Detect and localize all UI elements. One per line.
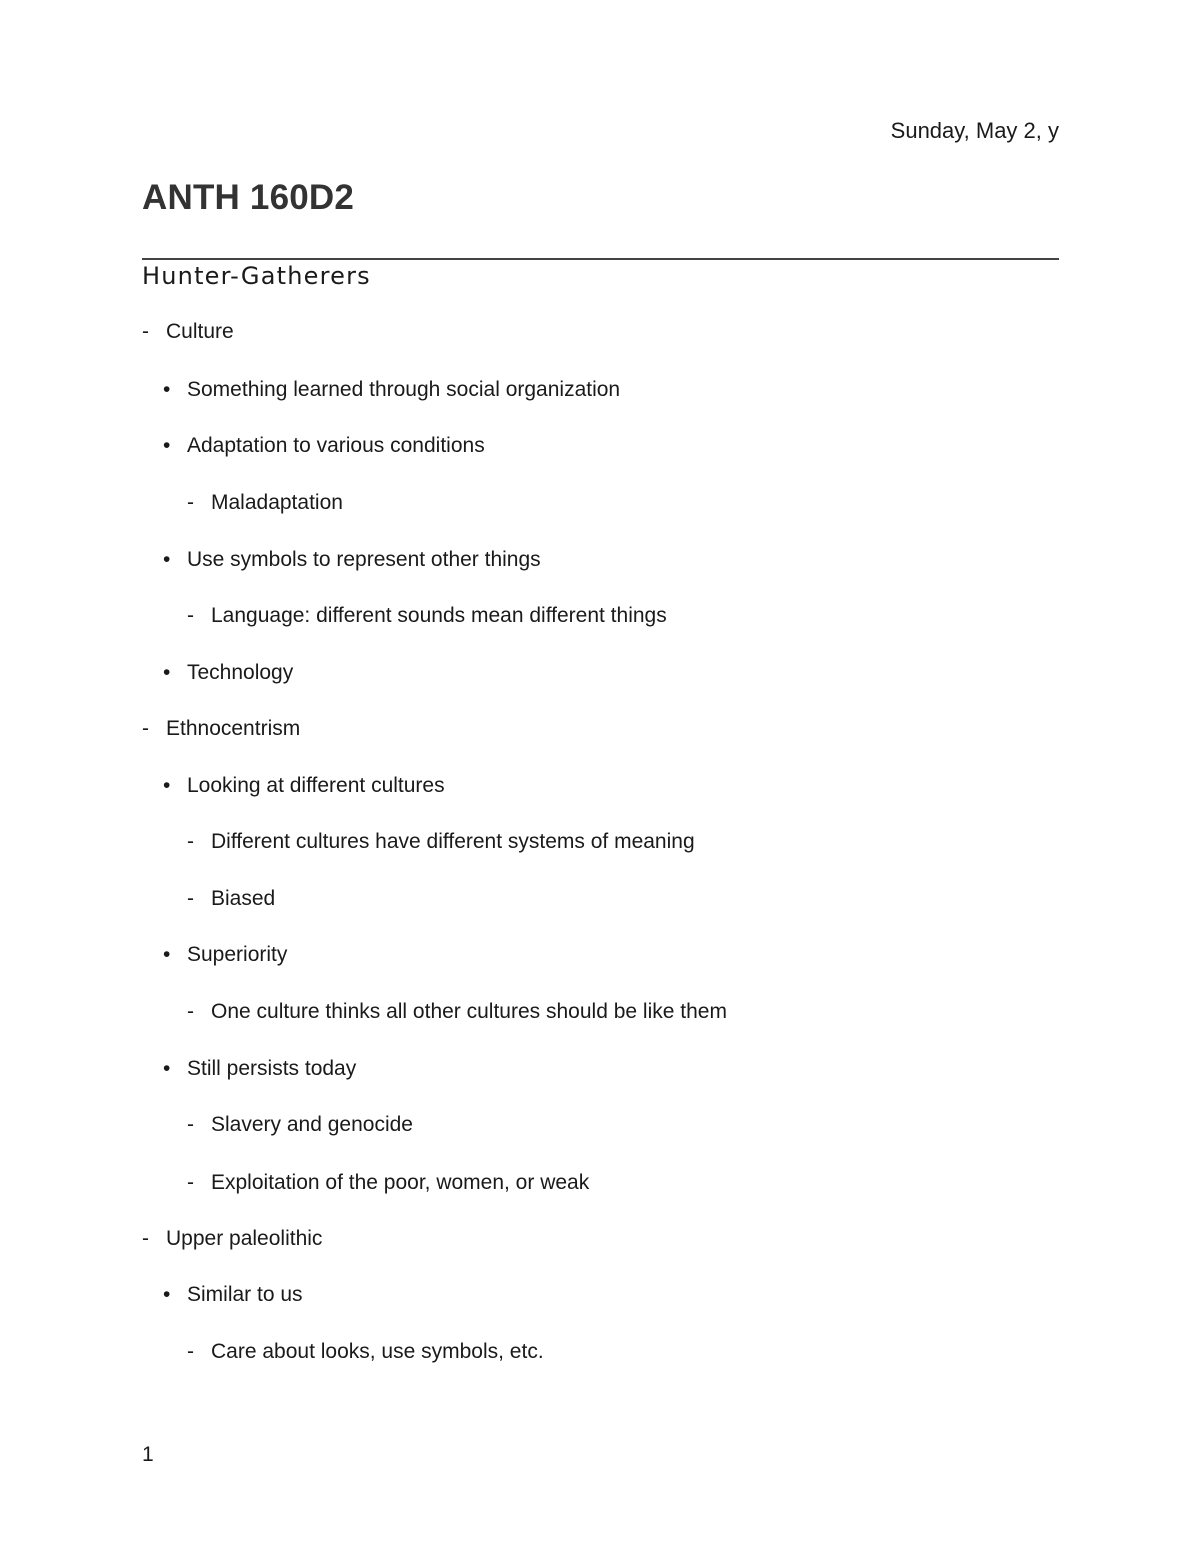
outline-item [163, 1282, 303, 1308]
outline-item [163, 773, 445, 799]
title-divider [142, 258, 1059, 260]
dash-marker: - [187, 1171, 194, 1194]
outline-item-text: Exploitation of the poor, women, or weak [211, 1171, 590, 1194]
dash-marker: - [187, 887, 194, 910]
dash-marker: - [187, 604, 194, 627]
outline-item-text: Care about looks, use symbols, etc. [211, 1340, 544, 1363]
dash-marker: - [142, 320, 149, 343]
outline-item-text: Still persists today [187, 1057, 357, 1080]
outline-item-text: Maladaptation [211, 491, 343, 514]
outline-item-text: One culture thinks all other cultures should be like them [211, 1000, 727, 1023]
outline-item-text: Looking at different cultures [187, 774, 445, 797]
outline-item [187, 1339, 544, 1365]
outline-item [163, 942, 287, 968]
bullet-marker: • [163, 1283, 171, 1306]
document-date: Sunday, May 2, y [890, 118, 1059, 143]
outline-item-text: Ethnocentrism [166, 717, 301, 740]
outline-item [187, 1112, 413, 1138]
bullet-marker: • [163, 774, 171, 797]
outline-item [163, 547, 541, 573]
outline-item-text: Technology [187, 661, 294, 684]
outline-item [187, 886, 275, 912]
outline-item [142, 1226, 322, 1252]
dash-marker: - [187, 491, 194, 514]
outline-item-text: Biased [211, 887, 276, 910]
bullet-marker: • [163, 661, 171, 684]
outline-item [187, 999, 727, 1025]
outline-item [142, 716, 300, 742]
dash-marker: - [187, 1340, 194, 1363]
outline-item-text: Something learned through social organization [187, 378, 621, 401]
dash-marker: - [142, 1227, 149, 1250]
dash-marker: - [187, 1000, 194, 1023]
outline-item [187, 603, 667, 629]
outline-item-text: Use symbols to represent other things [187, 548, 541, 571]
outline-item-text: Adaptation to various conditions [187, 434, 485, 457]
document-title: ANTH 160D2 [142, 178, 355, 217]
outline-item [163, 377, 620, 403]
outline-item-text: Language: different sounds mean different things [211, 604, 667, 627]
outline-item-text: Slavery and genocide [211, 1113, 413, 1136]
bullet-marker: • [163, 548, 171, 571]
outline-item [163, 1056, 356, 1082]
dash-marker: - [187, 1113, 194, 1136]
outline-item [142, 319, 234, 345]
page-number: 1 [142, 1443, 154, 1466]
outline-item [187, 1170, 589, 1196]
bullet-marker: • [163, 378, 171, 401]
section-heading: Hunter-Gatherers [142, 262, 371, 290]
dash-marker: - [142, 717, 149, 740]
outline-item-text: Upper paleolithic [166, 1227, 323, 1250]
outline-item [187, 490, 343, 516]
bullet-marker: • [163, 434, 171, 457]
outline-item [187, 829, 695, 855]
outline-item [163, 433, 485, 459]
outline-item-text: Culture [166, 320, 234, 343]
bullet-marker: • [163, 943, 171, 966]
outline-item-text: Similar to us [187, 1283, 303, 1306]
outline-item [163, 660, 293, 686]
bullet-marker: • [163, 1057, 171, 1080]
dash-marker: - [187, 830, 194, 853]
outline-item-text: Superiority [187, 943, 288, 966]
outline-item-text: Different cultures have different systems of meaning [211, 830, 695, 853]
